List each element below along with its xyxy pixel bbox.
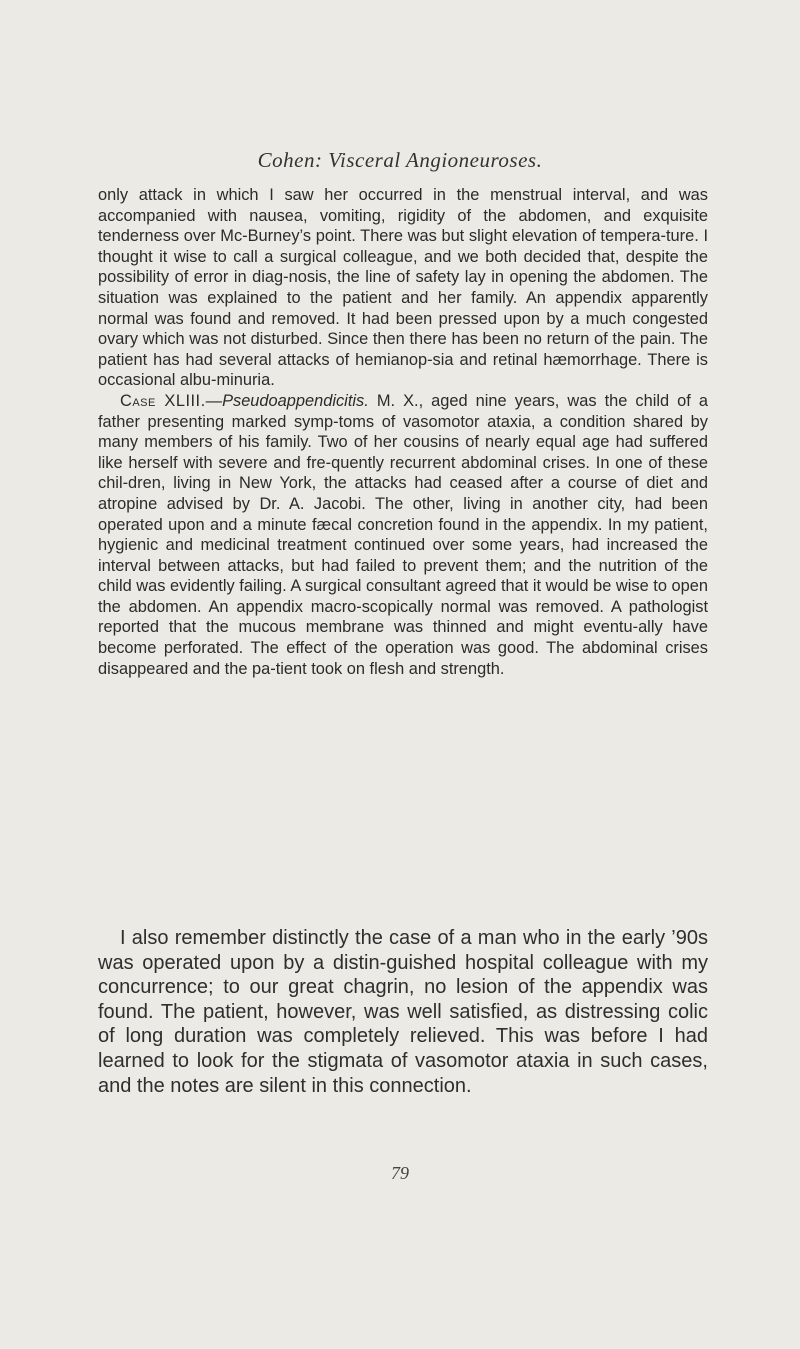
running-head: Cohen: Visceral Angioneuroses. [257, 148, 543, 172]
small-type-section [98, 185, 708, 679]
paragraph-continuation: only attack in which I saw her occurred in the menstrual interval, and was accompanied with nausea, vomiting, rigidity of the abdomen, and exquisite tenderness over Mc-Burney’s point. There was but slight elevation of tempera-ture. I thought it wise to call a surgical colleague, and we both decided that, despite the possibility of error in diag-nosis, the line of safety lay in opening the abdomen. The situation was explained to the patient and her family. An appendix apparently normal was found and removed. It had been pressed upon by a much congested ovary which was not disturbed. Since then there has been no return of the pain. The patient has had several attacks of hemianop-sia and retinal hæmorrhage. There is occasional albu-minuria. [98, 186, 708, 390]
case-body: M. X., aged nine years, was the child of a father presenting marked symp-toms of vasomotor ataxia, a condition shared by many members of his family. Two of her cousins of nearly equal age had suffered like herself with severe and fre-quently recurrent abdominal crises. In one of these chil-dren, living in New York, the attacks had ceased after a course of diet and atropine advised by Dr. A. Jacobi. The other, living in another city, had been operated upon and a minute fæcal concretion found in the appendix. In my patient, hygienic and medicinal treatment continued over some years, had increased the interval between attacks, but had failed to prevent them; and the nutrition of the child was evidently failing. A surgical consultant agreed that it would be wise to open the abdomen. An appendix macro-scopically normal was removed. A pathologist reported that the mucous membrane was thinned and might eventu-ally have become perforated. The effect of the operation was good. The abdominal crises disappeared and the pa-tient took on flesh and strength. [98, 391, 708, 678]
page-number: 79 [391, 1163, 409, 1183]
case-title: —Pseudoappendicitis. [205, 391, 369, 410]
case-label: Case XLIII. [120, 391, 206, 410]
large-type-section [98, 926, 708, 1098]
paragraph-case-xliii [98, 391, 708, 679]
paragraph-recollection: I also remember distinctly the case of a man who in the early ’90s was operated upon by a distin-guished hospital colleague with my concurrence; to our great chagrin, no lesion of the appendix was found. The patient, however, was well satisfied, as distressing colic of long duration was completely relieved. This was before I had learned to look for the stigmata of vasomotor ataxia in such cases, and the notes are silent in this connection. [98, 927, 708, 1097]
